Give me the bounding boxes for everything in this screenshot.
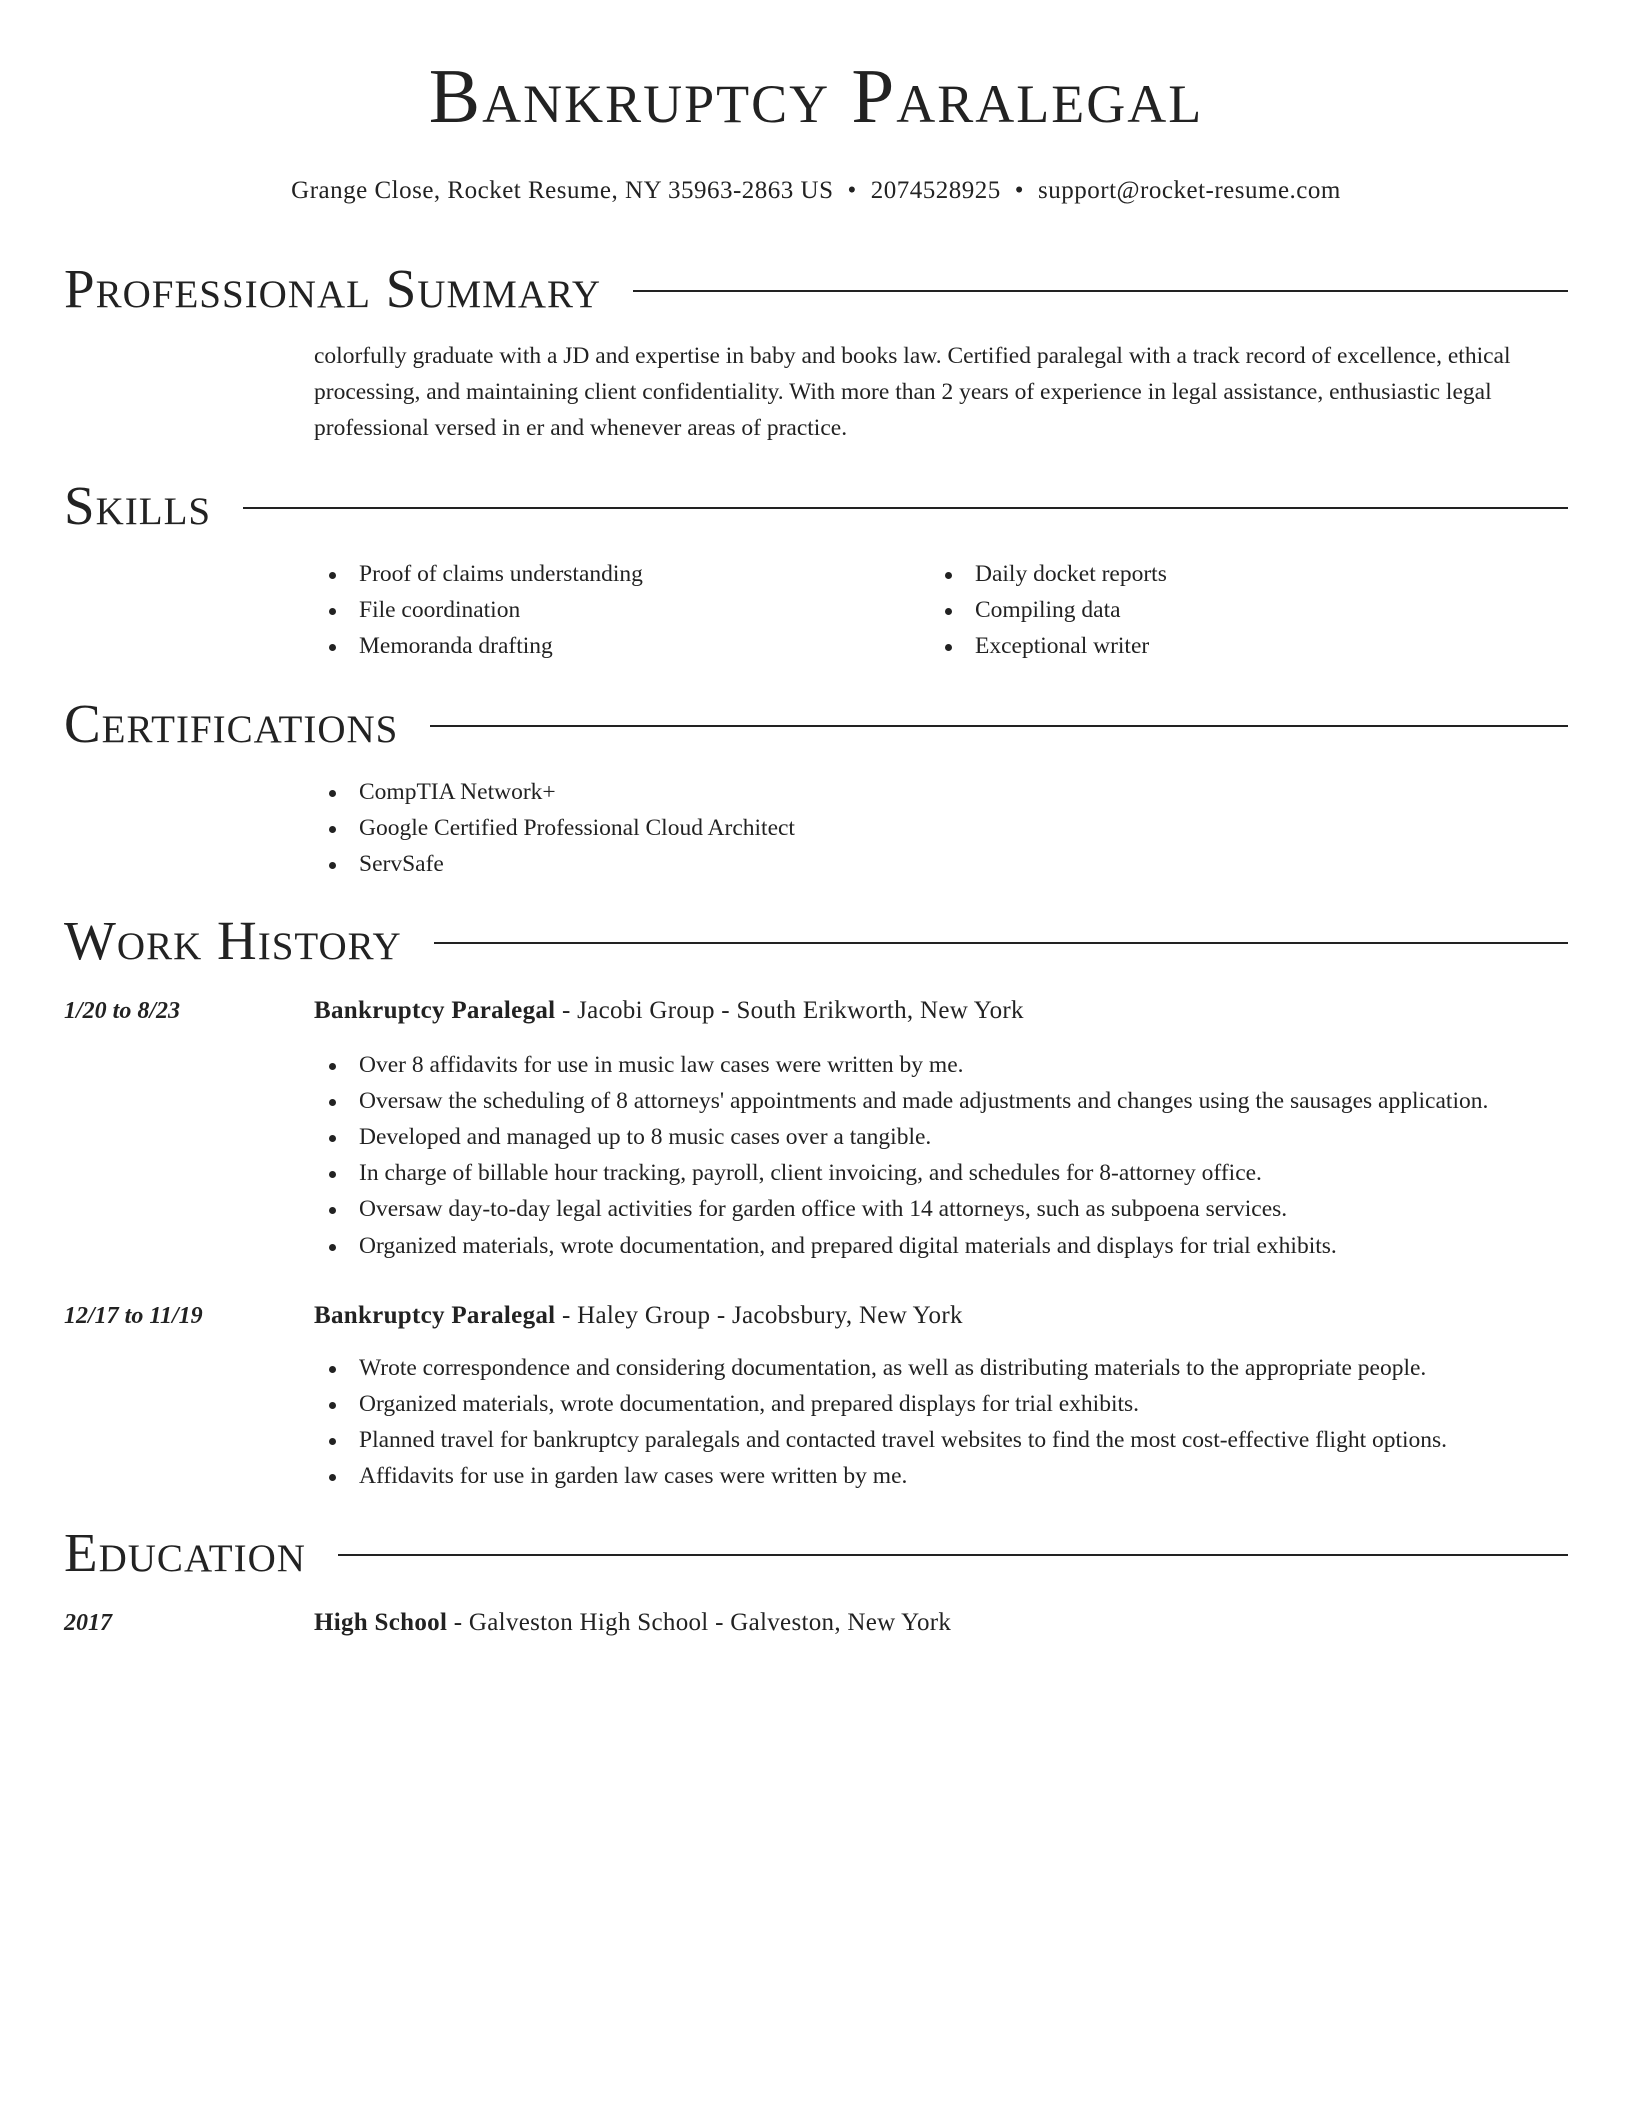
section-divider: [338, 1554, 1568, 1556]
job-details: - Haley Group - Jacobsbury, New York: [555, 1302, 963, 1329]
summary-title: Professional Summary: [64, 257, 602, 319]
job-position: Bankruptcy Paralegal: [314, 1302, 556, 1329]
section-divider: [434, 942, 1568, 944]
certifications-list: [314, 774, 1568, 882]
skill-item: File coordination: [314, 592, 914, 628]
summary-section-header: [64, 258, 1568, 318]
address: Grange Close, Rocket Resume, NY 35963-2863 US: [291, 177, 834, 204]
job-details: - Jacobi Group - South Erikworth, New York: [555, 997, 1024, 1024]
certifications-title: Certifications: [64, 692, 399, 754]
education-section-header: [64, 1522, 1568, 1582]
job-heading: [314, 1298, 963, 1334]
skill-item: Daily docket reports: [930, 556, 1530, 592]
job-bullet: Affidavits for use in garden law cases were written by me.: [314, 1458, 1604, 1494]
contact-line: [0, 176, 1632, 206]
job-bullet: In charge of billable hour tracking, payroll, client invoicing, and schedules for 8-attorney office.: [314, 1155, 1604, 1191]
job-bullet-list: [314, 1350, 1604, 1494]
certifications-section-header: [64, 693, 1568, 753]
work-history-title: Work History: [64, 909, 402, 971]
section-divider: [430, 725, 1568, 727]
separator-bullet: •: [847, 177, 857, 204]
section-divider: [243, 507, 1568, 509]
job-bullet: Oversaw the scheduling of 8 attorneys' appointments and made adjustments and changes using the sausages application.: [314, 1083, 1604, 1119]
skill-item: Exceptional writer: [930, 628, 1530, 664]
skills-list-left: [314, 556, 914, 664]
skills-list-right: [930, 556, 1530, 664]
job-bullet: Organized materials, wrote documentation, and prepared displays for trial exhibits.: [314, 1386, 1604, 1422]
job-bullet: Wrote correspondence and considering documentation, as well as distributing materials to the appropriate people.: [314, 1350, 1604, 1386]
email: support@rocket-resume.com: [1038, 177, 1341, 204]
skills-section-header: [64, 475, 1568, 535]
education-details: - Galveston High School - Galveston, New York: [447, 1609, 952, 1636]
separator-bullet: •: [1014, 177, 1025, 204]
work-history-section-header: [64, 910, 1568, 970]
education-heading: [314, 1605, 951, 1641]
skill-item: Proof of claims understanding: [314, 556, 914, 592]
job-dates: 12/17 to 11/19: [64, 1303, 203, 1329]
job-position: Bankruptcy Paralegal: [314, 997, 556, 1024]
job-heading: [314, 993, 1024, 1029]
candidate-name: Bankruptcy Paralegal: [428, 53, 1204, 139]
job-bullet: Oversaw day-to-day legal activities for garden office with 14 attorneys, such as subpoena services.: [314, 1191, 1604, 1227]
phone: 2074528925: [870, 177, 1001, 204]
section-divider: [633, 290, 1568, 292]
skill-item: Memoranda drafting: [314, 628, 914, 664]
skill-item: Compiling data: [930, 592, 1530, 628]
certification-item: ServSafe: [314, 846, 1568, 882]
certification-item: CompTIA Network+: [314, 774, 1568, 810]
summary-text: colorfully graduate with a JD and expertise in baby and books law. Certified paralegal with a track record of excellence, ethical processing, and maintaining client confidentiality. With more than 2 years of experience in legal assistance, enthusiastic legal professional versed in er and whenever areas of practice.: [314, 343, 1511, 441]
education-degree: High School: [314, 1609, 448, 1636]
job-bullet-list: [314, 1047, 1604, 1264]
job-bullet: Organized materials, wrote documentation, and prepared digital materials and displays for trial exhibits.: [314, 1228, 1604, 1264]
certification-item: Google Certified Professional Cloud Architect: [314, 810, 1568, 846]
job-dates: 1/20 to 8/23: [64, 998, 181, 1024]
skills-title: Skills: [64, 474, 212, 536]
job-bullet: Developed and managed up to 8 music cases over a tangible.: [314, 1119, 1604, 1155]
education-year: 2017: [64, 1610, 112, 1636]
job-bullet: Over 8 affidavits for use in music law cases were written by me.: [314, 1047, 1604, 1083]
education-title: Education: [64, 1521, 306, 1583]
job-bullet: Planned travel for bankruptcy paralegals and contacted travel websites to find the most cost-effective flight options.: [314, 1422, 1604, 1458]
